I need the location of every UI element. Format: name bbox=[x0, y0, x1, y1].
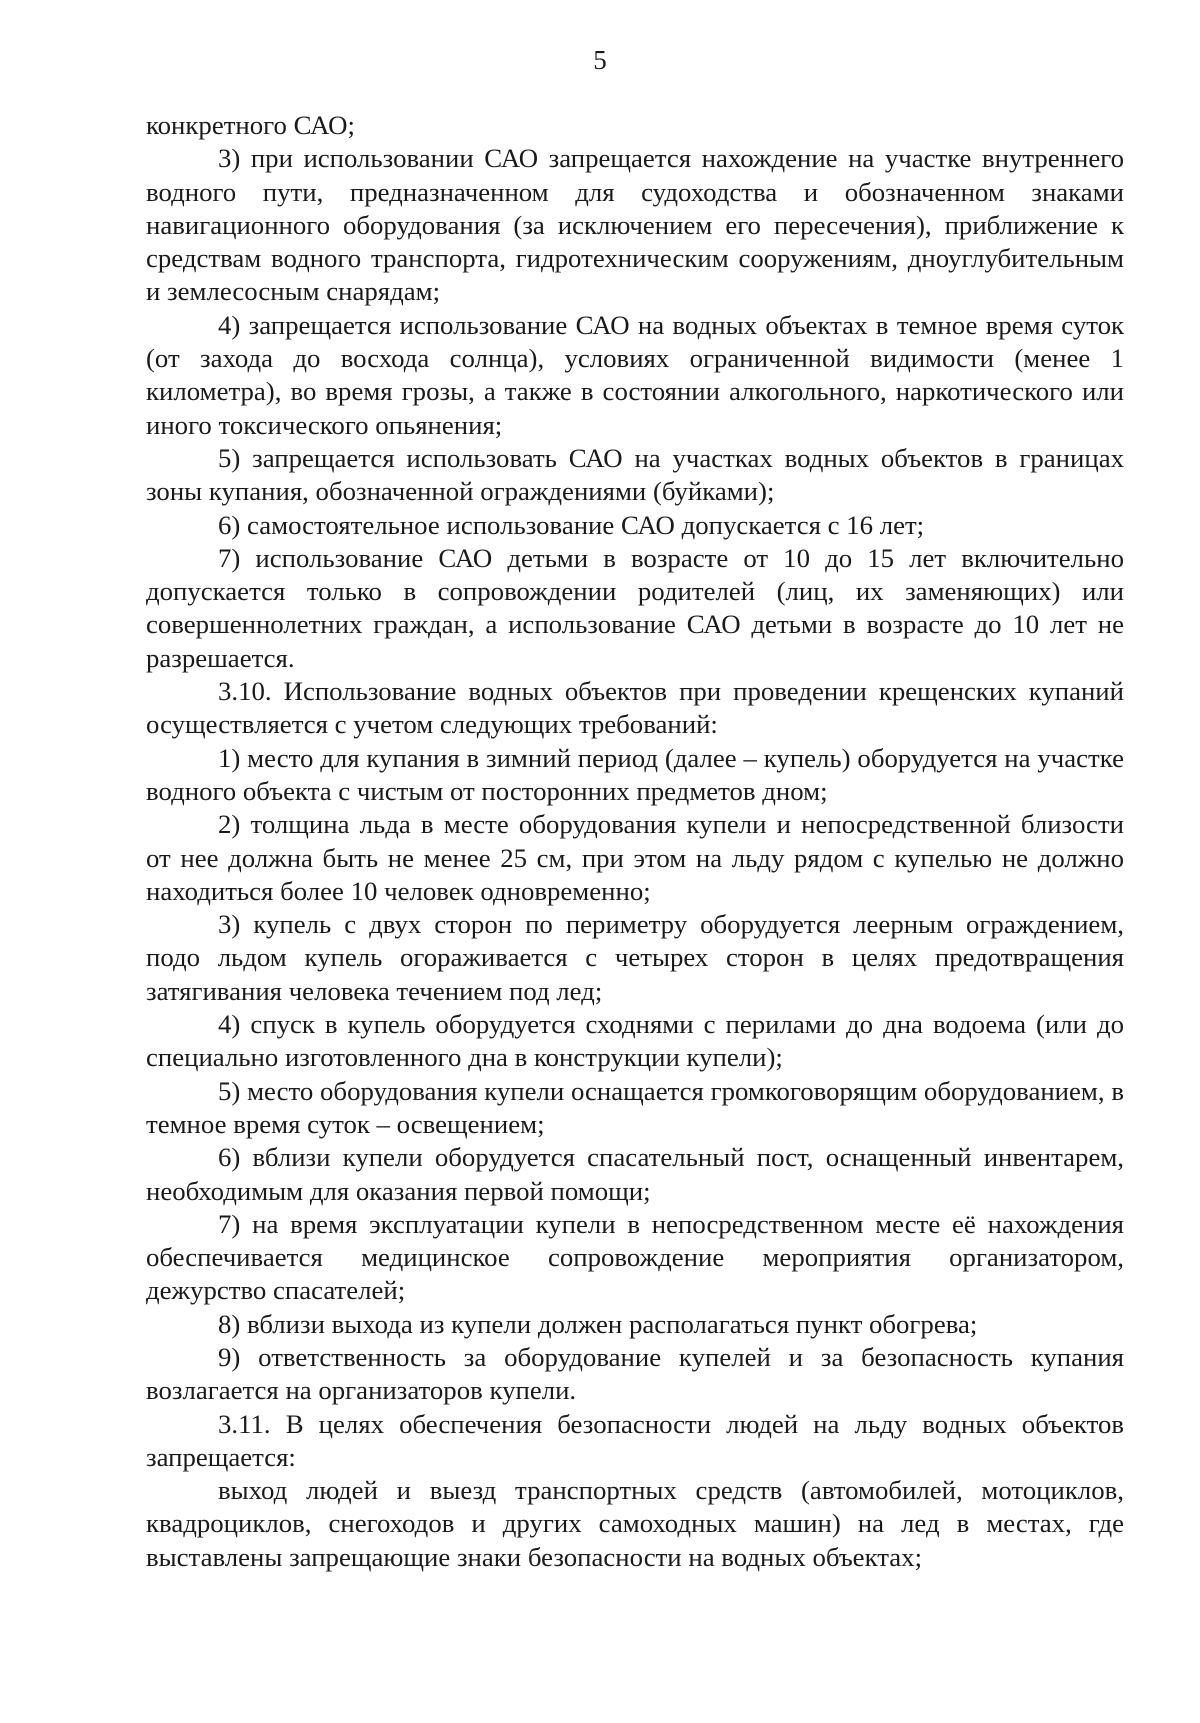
paragraph: 2) толщина льда в месте оборудования купели и непосредственной близости от нее должна быть не менее 25 см, при этом на льду рядом с купелью не должно находиться более 10 человек одновременно; bbox=[146, 809, 1124, 906]
page-number: 5 bbox=[593, 45, 607, 75]
paragraph: 3) купель с двух сторон по периметру оборудуется леерным ограждением, подо льдом купель огораживается с четырех сторон в целях предотвращения затягивания человека течением под лед; bbox=[146, 909, 1124, 1006]
paragraph: 7) на время эксплуатации купели в непосредственном месте её нахождения обеспечивается медицинское сопровождение мероприятия организатором, дежурство спасателей; bbox=[146, 1208, 1124, 1306]
paragraph: 3.10. Использование водных объектов при проведении крещенских купаний осуществляется с учетом следующих требований: bbox=[146, 676, 1124, 740]
paragraph: 5) запрещается использовать САО на участках водных объектов в границах зоны купания, обозначенной ограждениями (буйками); bbox=[146, 442, 1124, 507]
paragraph: 6) самостоятельное использование САО допускается с 16 лет; bbox=[218, 509, 925, 540]
document-body bbox=[146, 109, 1124, 1574]
paragraph: конкретного САО; bbox=[146, 110, 355, 140]
paragraph: выход людей и выезд транспортных средств (автомобилей, мотоциклов, квадроциклов, снегоходов и других самоходных машин) на лед в местах, где выставлены запрещающие знаки безопасности на водных объектах; bbox=[146, 1475, 1124, 1572]
paragraph: 3.11. В целях обеспечения безопасности людей на льду водных объектов запрещается: bbox=[146, 1408, 1124, 1472]
paragraph: 4) запрещается использование САО на водных объектах в темное время суток (от захода до восхода солнца), условиях ограниченной видимости (менее 1 километра), во время грозы, а также в состоянии алкогольного, наркотического или иного токсического опьянения; bbox=[146, 309, 1124, 440]
paragraph: 3) при использовании САО запрещается нахождение на участке внутреннего водного пути, предназначенном для судоходства и обозначенном знаками навигационного оборудования (за исключением его пересечения), приближение к средствам водного транспорта, гидротехническим сооружениям, дноуглубительным и землесосным снарядам; bbox=[146, 143, 1124, 307]
paragraph: 8) вблизи выхода из купели должен располагаться пункт обогрева; bbox=[218, 1308, 978, 1339]
paragraph: 4) спуск в купель оборудуется сходнями с перилами до дна водоема (или до специально изготовленного дна в конструкции купели); bbox=[146, 1009, 1124, 1073]
paragraph: 6) вблизи купели оборудуется спасательный пост, оснащенный инвентарем, необходимым для оказания первой помощи; bbox=[146, 1142, 1124, 1206]
paragraph: 9) ответственность за оборудование купелей и за безопасность купания возлагается на организаторов купели. bbox=[146, 1341, 1124, 1406]
paragraph: 7) использование САО детьми в возрасте от 10 до 15 лет включительно допускается только в сопровождении родителей (лиц, их заменяющих) или совершеннолетних граждан, а использование САО детьми в возрасте до 10 лет не разрешается. bbox=[146, 542, 1124, 673]
paragraph: 1) место для купания в зимний период (далее – купель) оборудуется на участке водного объекта с чистым от посторонних предметов дном; bbox=[146, 742, 1124, 806]
paragraph: 5) место оборудования купели оснащается громкоговорящим оборудованием, в темное время суток – освещением; bbox=[146, 1075, 1124, 1139]
